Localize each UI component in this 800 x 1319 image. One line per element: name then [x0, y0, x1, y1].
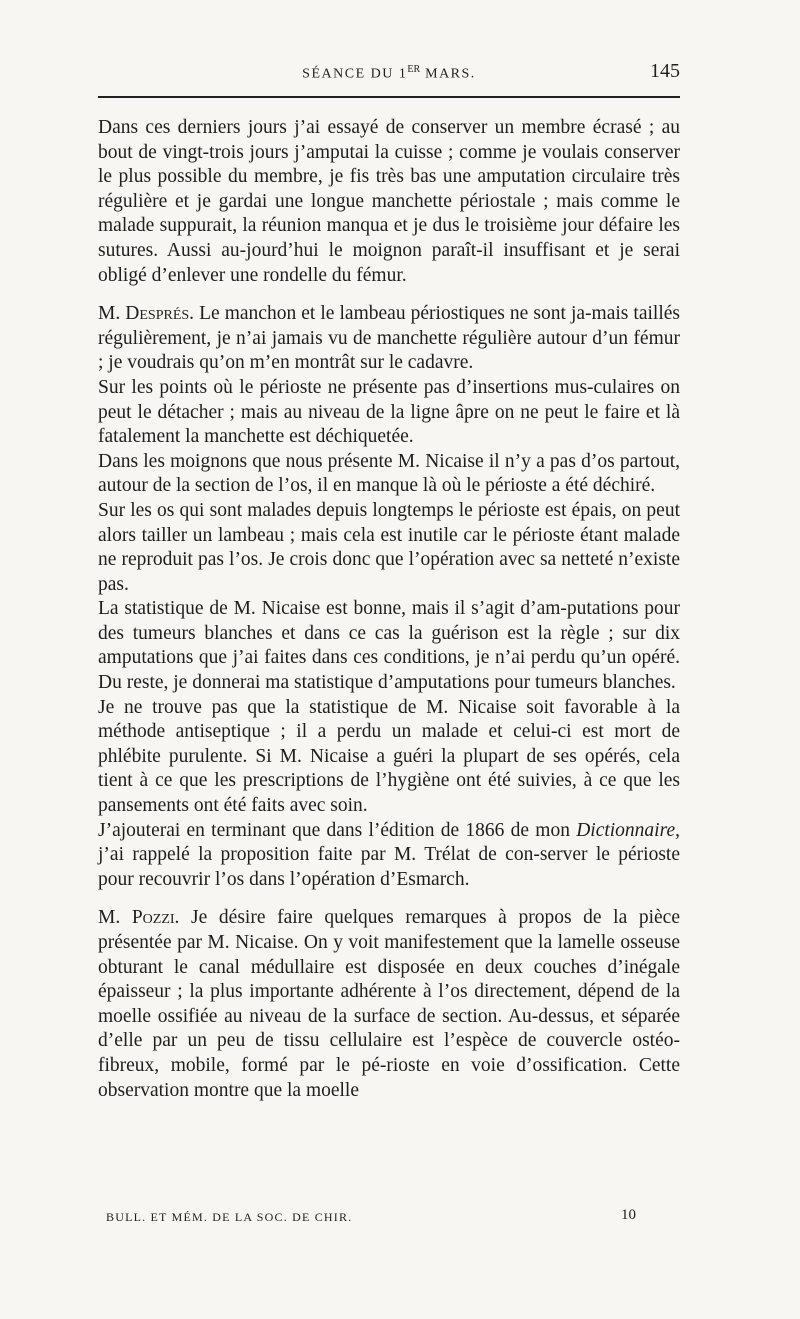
- paragraph: Dans ces derniers jours j’ai essayé de conserver un membre écrasé ; au bout de vingt-trois jours j’amputai la cuisse ; comme je voulais conserver le plus possible du membre, je fis très bas une amputation circulaire très régulière et je gardai une longue manchette périostale ; mais comme le malade suppurait, la réunion manqua et je dus le troisième jour défaire les sutures. Aussi au-jourd’hui le moignon paraît-il insuffisant et je serai obligé d’enlever une rondelle du fémur.: [98, 117, 680, 286]
- book-title: Dictionnaire: [576, 819, 676, 841]
- header-rule: [98, 96, 680, 98]
- page-footer: [98, 1208, 680, 1230]
- body-text: [98, 116, 680, 1103]
- page-header: [98, 62, 680, 90]
- sheet-signature: 10: [621, 1207, 636, 1223]
- paragraph: Je ne trouve pas que la statistique de M. Nicaise soit favorable à la méthode antiseptique ; il a perdu un malade et celui-ci est mort de phlébite purulente. Si M. Nicaise a guéri la plupart de ses opérés, cela tient à ce que les prescriptions de l’hygiène ont été suivies, à ce que les pansements ont été faits avec soin.: [98, 696, 680, 817]
- page-number: 145: [650, 60, 680, 82]
- paragraph: [98, 906, 680, 1103]
- journal-signature: BULL. ET MÉM. DE LA SOC. DE CHIR.: [106, 1210, 353, 1224]
- running-title-superscript: ER: [407, 64, 421, 75]
- running-title-text: SÉANCE DU 1: [302, 66, 408, 82]
- paragraph-text: Le manchon et le lambeau périostiques ne sont ja-mais taillés régulièrement, je n’ai jamais vu de manchette régulière autour d’un fémur ; je voudrais qu’on m’en montrât sur le cadavre.: [98, 303, 680, 374]
- paragraph: Sur les points où le périoste ne présente pas d’insertions mus-culaires on peut le détacher ; mais au niveau de la ligne âpre on ne peut le faire et là fatalement la manchette est déchiquetée.: [98, 376, 680, 448]
- speaker-name: M. Després.: [98, 303, 195, 325]
- running-title: [98, 64, 680, 83]
- paragraph: La statistique de M. Nicaise est bonne, mais il s’agit d’am-putations pour des tumeurs blanches et dans ce cas la guérison est la règle ; sur dix amputations que j’ai faites dans ces conditions, je n’ai perdu qu’un opéré. Du reste, je donnerai ma statistique d’amputations pour tumeurs blanches.: [98, 598, 680, 694]
- speaker-name: M. Pozzi.: [98, 907, 180, 929]
- paragraph-text: Je désire faire quelques remarques à propos de la pièce présentée par M. Nicaise. On y voit manifestement que la lamelle osseuse obturant le canal médullaire est disposée en deux couches d’inégale épaisseur ; la plus importante adhérente à l’os directement, dépend de la moelle ossifiée au niveau de la surface de section. Au-dessus, et séparée d’elle par un peu de tissu cellulaire est l’espèce de couvercle ostéo-fibreux, mobile, formé par le pé-rioste en voie d’ossification. Cette observation montre que la moelle: [98, 907, 680, 1101]
- paragraph-text: J’ajouterai en terminant que dans l’édition de 1866 de mon: [98, 819, 577, 841]
- paragraph: Sur les os qui sont malades depuis longtemps le périoste est épais, on peut alors tailler un lambeau ; mais cela est inutile car le périoste étant malade ne reproduit pas l’os. Je crois donc que l’opération avec sa netteté n’existe pas.: [98, 499, 680, 595]
- paragraph: [98, 819, 680, 893]
- paragraph-text: , j’ai rappelé la proposition faite par M. Trélat de con-server le périoste pour recouvrir l’os dans l’opération d’Esmarch.: [98, 819, 680, 890]
- paragraph: [98, 302, 680, 376]
- paragraph: Dans les moignons que nous présente M. Nicaise il n’y a pas d’os partout, autour de la section de l’os, il en manque là où le périoste a été déchiré.: [98, 450, 680, 497]
- running-title-tail: MARS.: [420, 66, 476, 82]
